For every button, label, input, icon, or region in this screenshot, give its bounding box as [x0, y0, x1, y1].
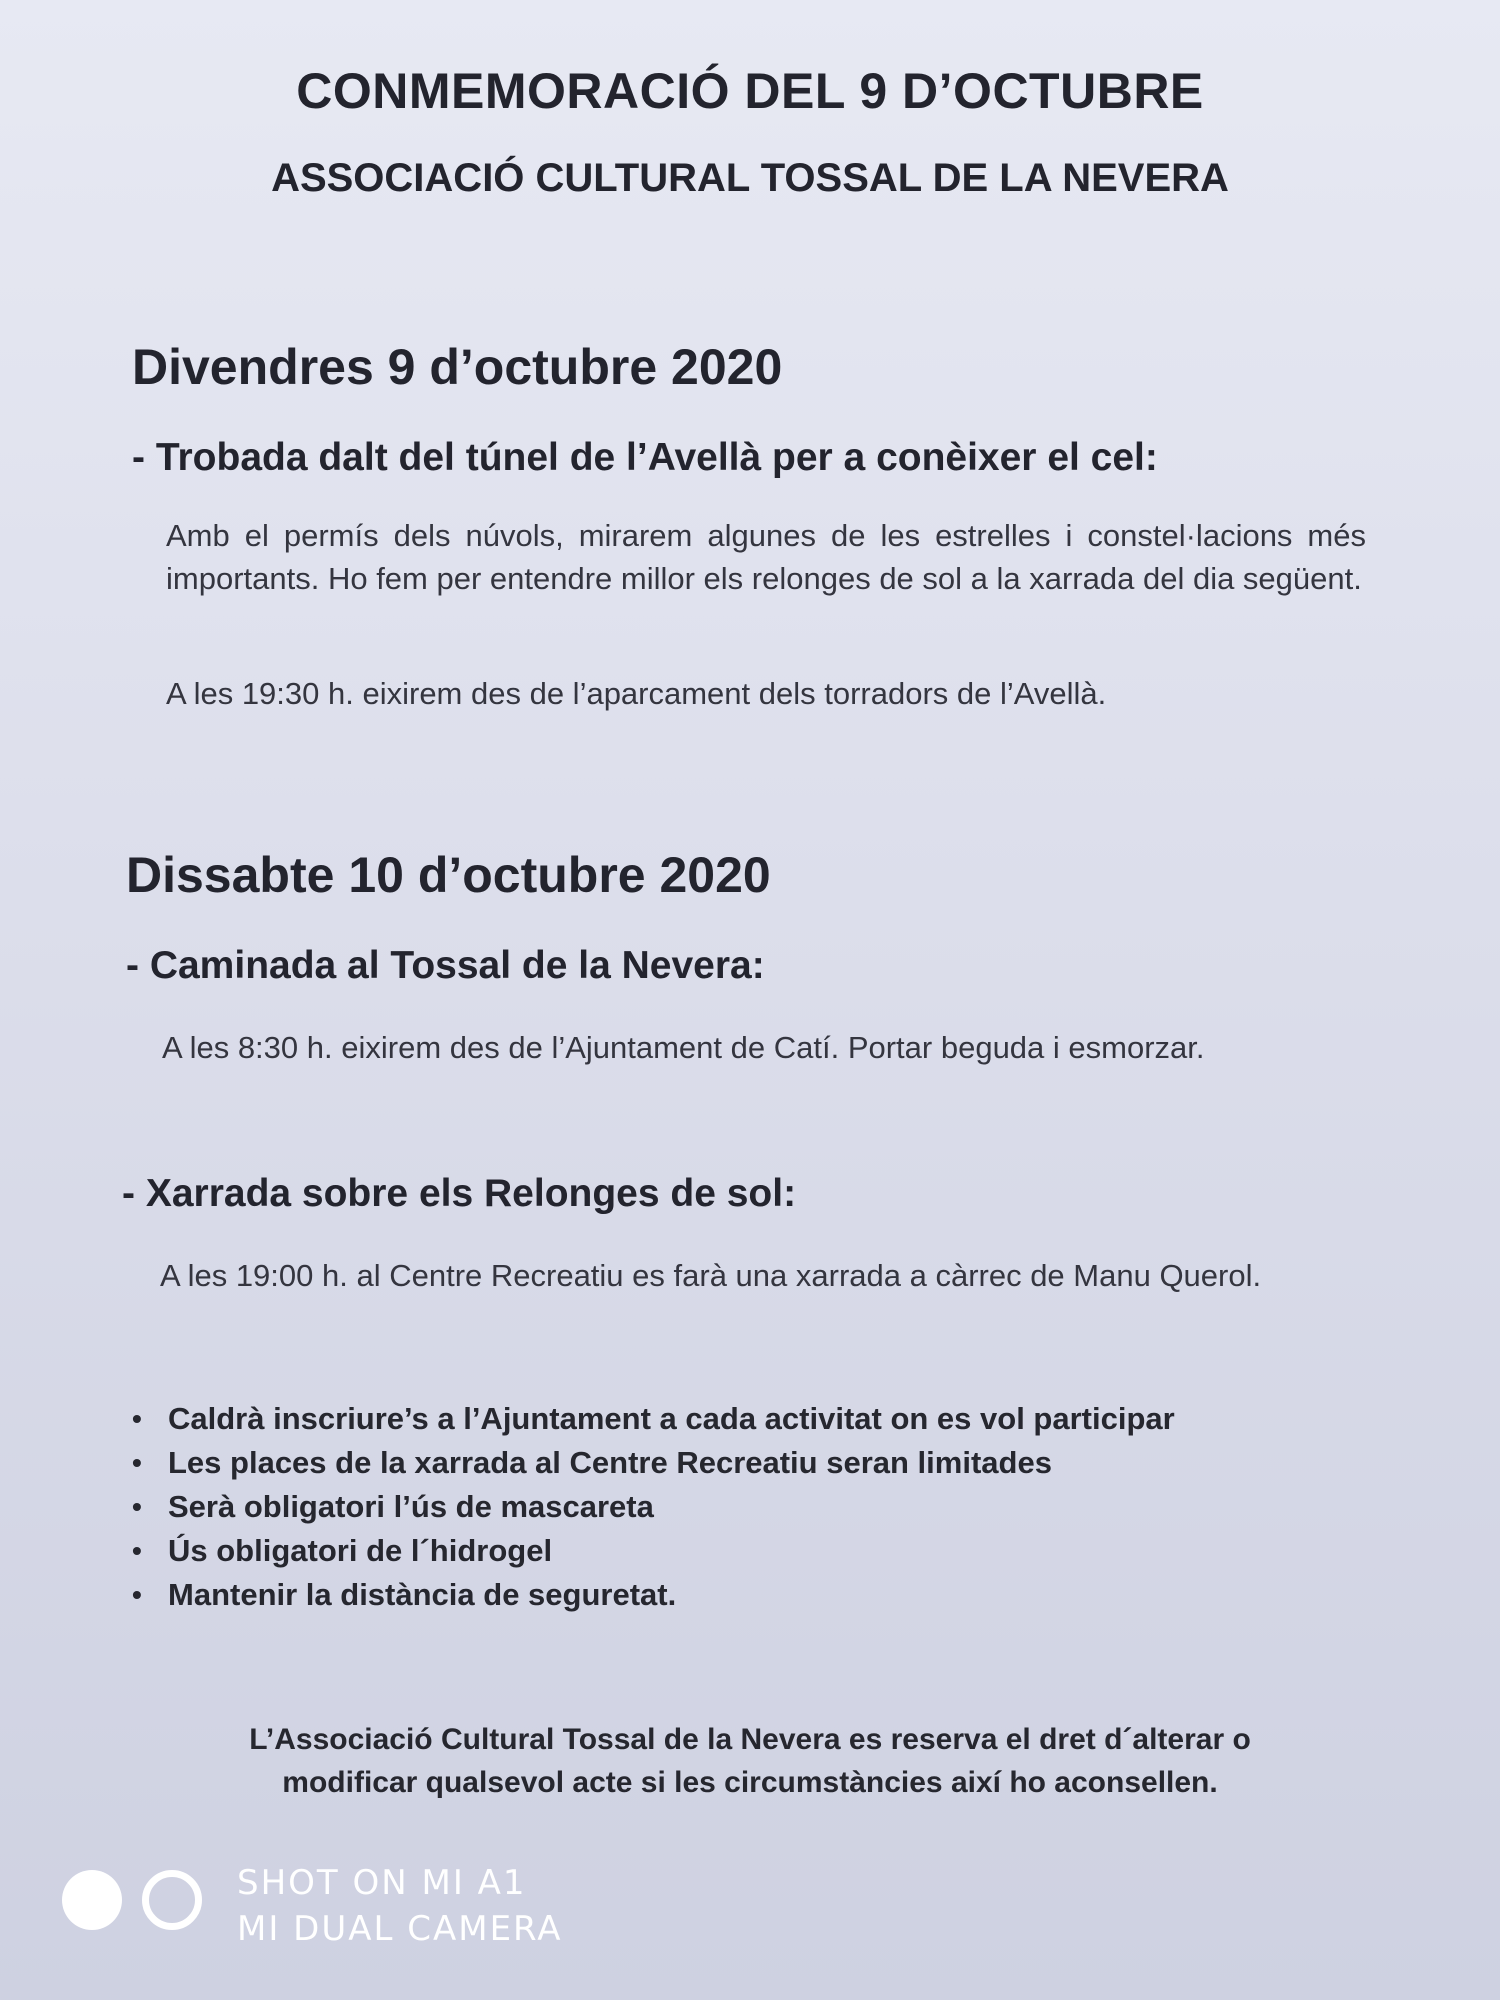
bullet-icon: • — [132, 1579, 142, 1610]
list-item-text: Serà obligatori l’ús de mascareta — [168, 1489, 654, 1524]
list-item-text: Les places de la xarrada al Centre Recreatiu seran limitades — [168, 1445, 1052, 1480]
bullet-icon: • — [132, 1491, 142, 1522]
day2-activity-2-title: - Xarrada sobre els Relonges de sol: — [122, 1172, 797, 1215]
camera-ring-icon — [142, 1870, 202, 1930]
list-item — [132, 1529, 1175, 1573]
bullet-icon: • — [132, 1535, 142, 1566]
requirements-list — [132, 1397, 1175, 1617]
bullet-icon: • — [132, 1403, 142, 1434]
day1-activity-title: - Trobada dalt del túnel de l’Avellà per a conèixer el cel: — [132, 436, 1158, 479]
list-item — [132, 1573, 1175, 1617]
dual-camera-dots-icon — [62, 1870, 122, 1930]
day2-activity-1-time: A les 8:30 h. eixirem des de l’Ajuntament de Catí. Portar beguda i esmorzar. — [162, 1030, 1205, 1065]
page-subtitle: ASSOCIACIÓ CULTURAL TOSSAL DE LA NEVERA — [271, 156, 1229, 200]
list-item — [132, 1485, 1175, 1529]
list-item-text: Caldrà inscriure’s a l’Ajuntament a cada activitat on es vol participar — [168, 1401, 1175, 1436]
day2-activity-2-time: A les 19:00 h. al Centre Recreatiu es farà una xarrada a càrrec de Manu Querol. — [160, 1258, 1262, 1293]
watermark-line-2: MI DUAL CAMERA — [237, 1909, 563, 1949]
bullet-icon: • — [132, 1447, 142, 1478]
watermark-text — [237, 1860, 563, 1952]
list-item — [132, 1441, 1175, 1485]
day1-activity-time: A les 19:30 h. eixirem des de l’aparcament dels torradors de l’Avellà. — [166, 676, 1107, 711]
list-item-text: Ús obligatori de l´hidrogel — [168, 1533, 553, 1568]
day2-activity-1-title: - Caminada al Tossal de la Nevera: — [126, 944, 765, 987]
disclaimer-note — [0, 1718, 1500, 1804]
list-item — [132, 1397, 1175, 1441]
day1-heading: Divendres 9 d’octubre 2020 — [132, 339, 783, 395]
list-item-text: Mantenir la distància de seguretat. — [168, 1577, 677, 1612]
day1-activity-description: Amb el permís dels núvols, mirarem algunes de les estrelles i constel·lacions més importants. Ho fem per entendre millor els relonges de sol a la xarrada del dia següent. — [166, 518, 1366, 596]
page-title: CONMEMORACIÓ DEL 9 D’OCTUBRE — [296, 63, 1204, 119]
disclaimer-line-1: L’Associació Cultural Tossal de la Nevera es reserva el dret d´alterar o — [249, 1723, 1251, 1756]
disclaimer-line-2: modificar qualsevol acte si les circumstàncies així ho aconsellen. — [282, 1766, 1218, 1799]
watermark-line-1: SHOT ON MI A1 — [237, 1863, 527, 1903]
day2-heading: Dissabte 10 d’octubre 2020 — [126, 847, 771, 903]
